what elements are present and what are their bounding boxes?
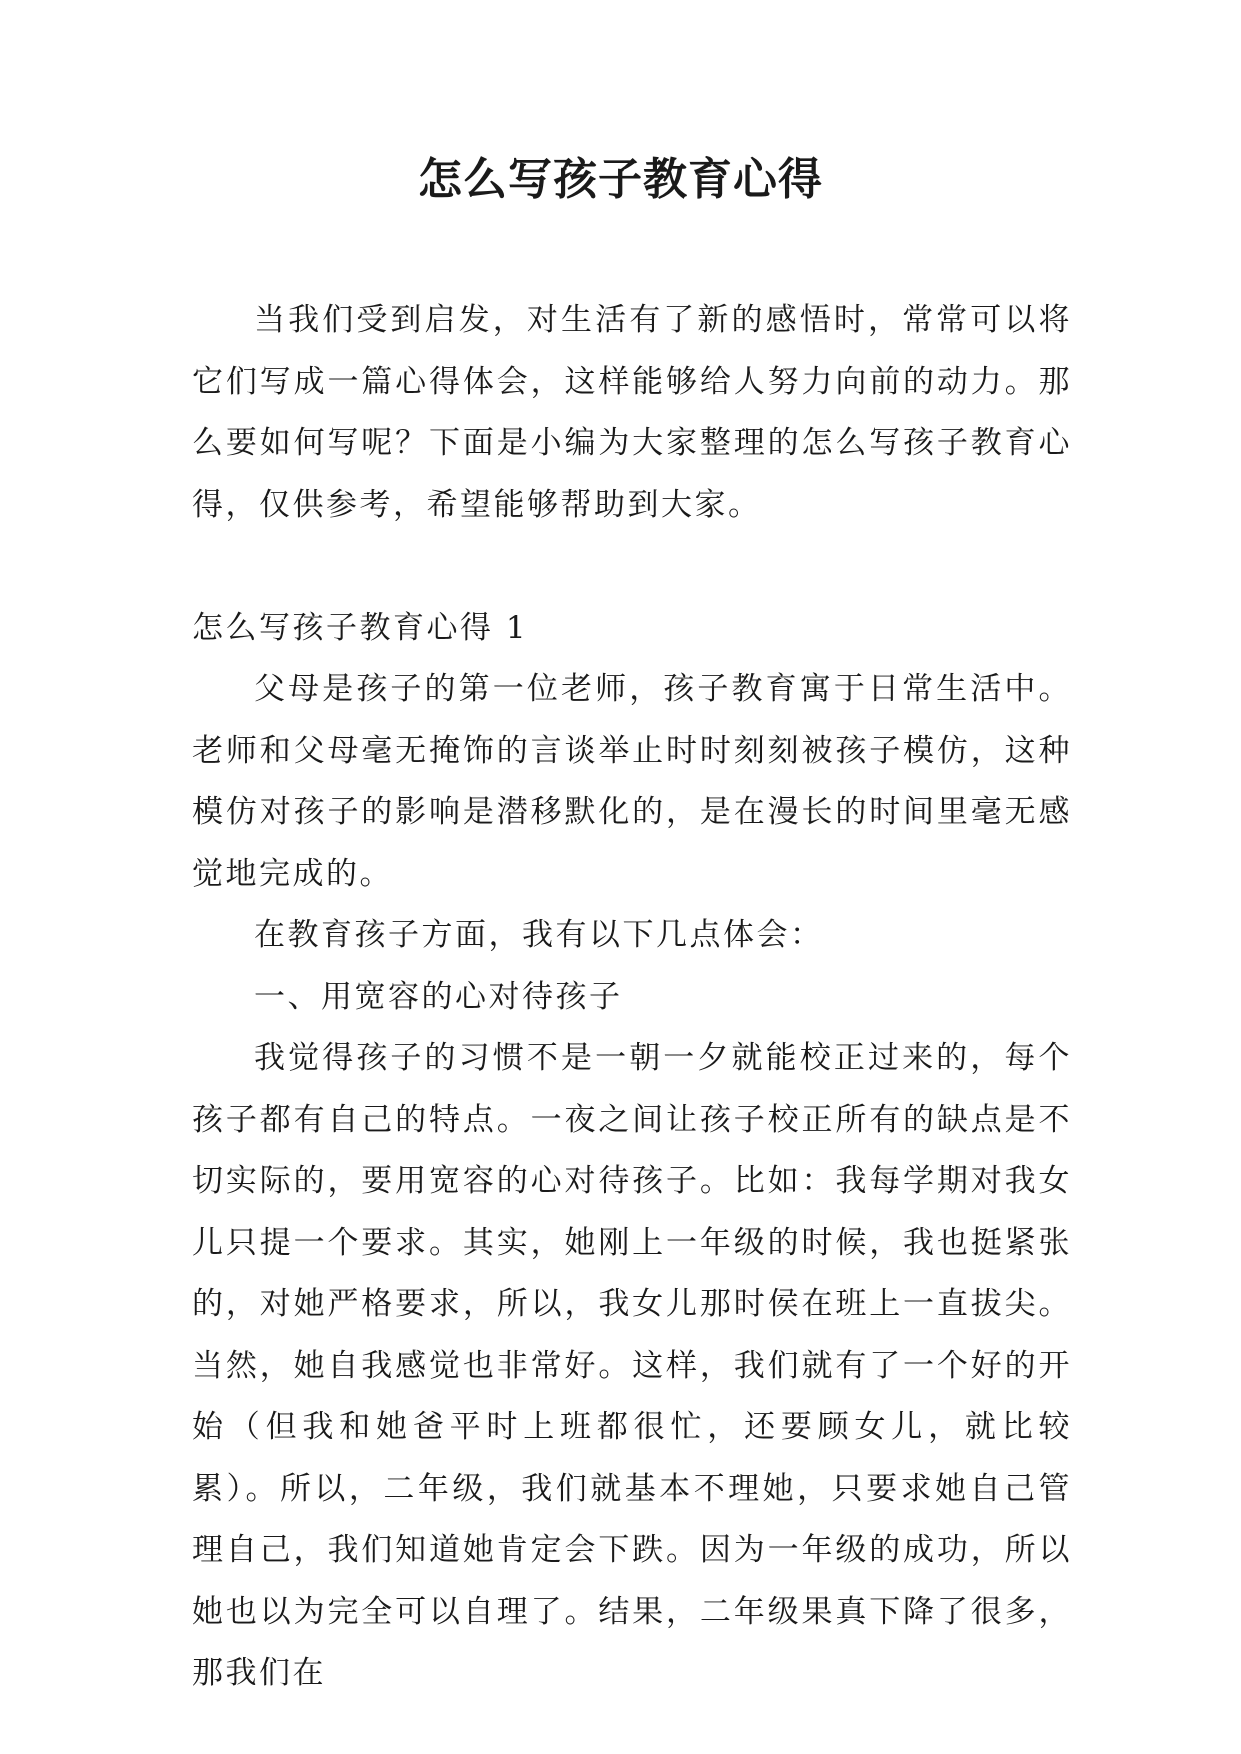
paragraph-spacer — [192, 536, 1072, 598]
document-body — [192, 290, 1072, 1705]
body-paragraph: 我觉得孩子的习惯不是一朝一夕就能校正过来的，每个孩子都有自己的特点。一夜之间让孩子校正所有的缺点是不切实际的，要用宽容的心对待孩子。比如：我每学期对我女儿只提一个要求。其实，她刚上一年级的时候，我也挺紧张的，对她严格要求，所以，我女儿那时侯在班上一直拔尖。当然，她自我感觉也非常好。这样，我们就有了一个好的开始（但我和她爸平时上班都很忙，还要顾女儿，就比较累）。所以，二年级，我们就基本不理她，只要求她自己管理自己，我们知道她肯定会下跌。因为一年级的成功，所以她也以为完全可以自理了。结果，二年级果真下降了很多，那我们在 — [192, 1040, 1072, 1691]
document-title: 怎么写孩子教育心得 — [418, 154, 823, 205]
body-paragraph: 在教育孩子方面，我有以下几点体会： — [254, 917, 824, 953]
subheading-paragraph: 一、用宽容的心对待孩子 — [254, 978, 623, 1015]
intro-paragraph: 当我们受到启发，对生活有了新的感悟时，常常可以将它们写成一篇心得体会，这样能够给人努力向前的动力。那么要如何写呢？下面是小编为大家整理的怎么写孩子教育心得，仅供参考，希望能够帮助到大家。 — [192, 302, 1072, 523]
body-paragraph: 父母是孩子的第一位老师，孩子教育寓于日常生活中。老师和父母毫无掩饰的言谈举止时时刻刻被孩子模仿，这种模仿对孩子的影响是潜移默化的，是在漫长的时间里毫无感觉地完成的。 — [192, 671, 1072, 892]
section-heading: 怎么写孩子教育心得 1 — [192, 609, 529, 646]
